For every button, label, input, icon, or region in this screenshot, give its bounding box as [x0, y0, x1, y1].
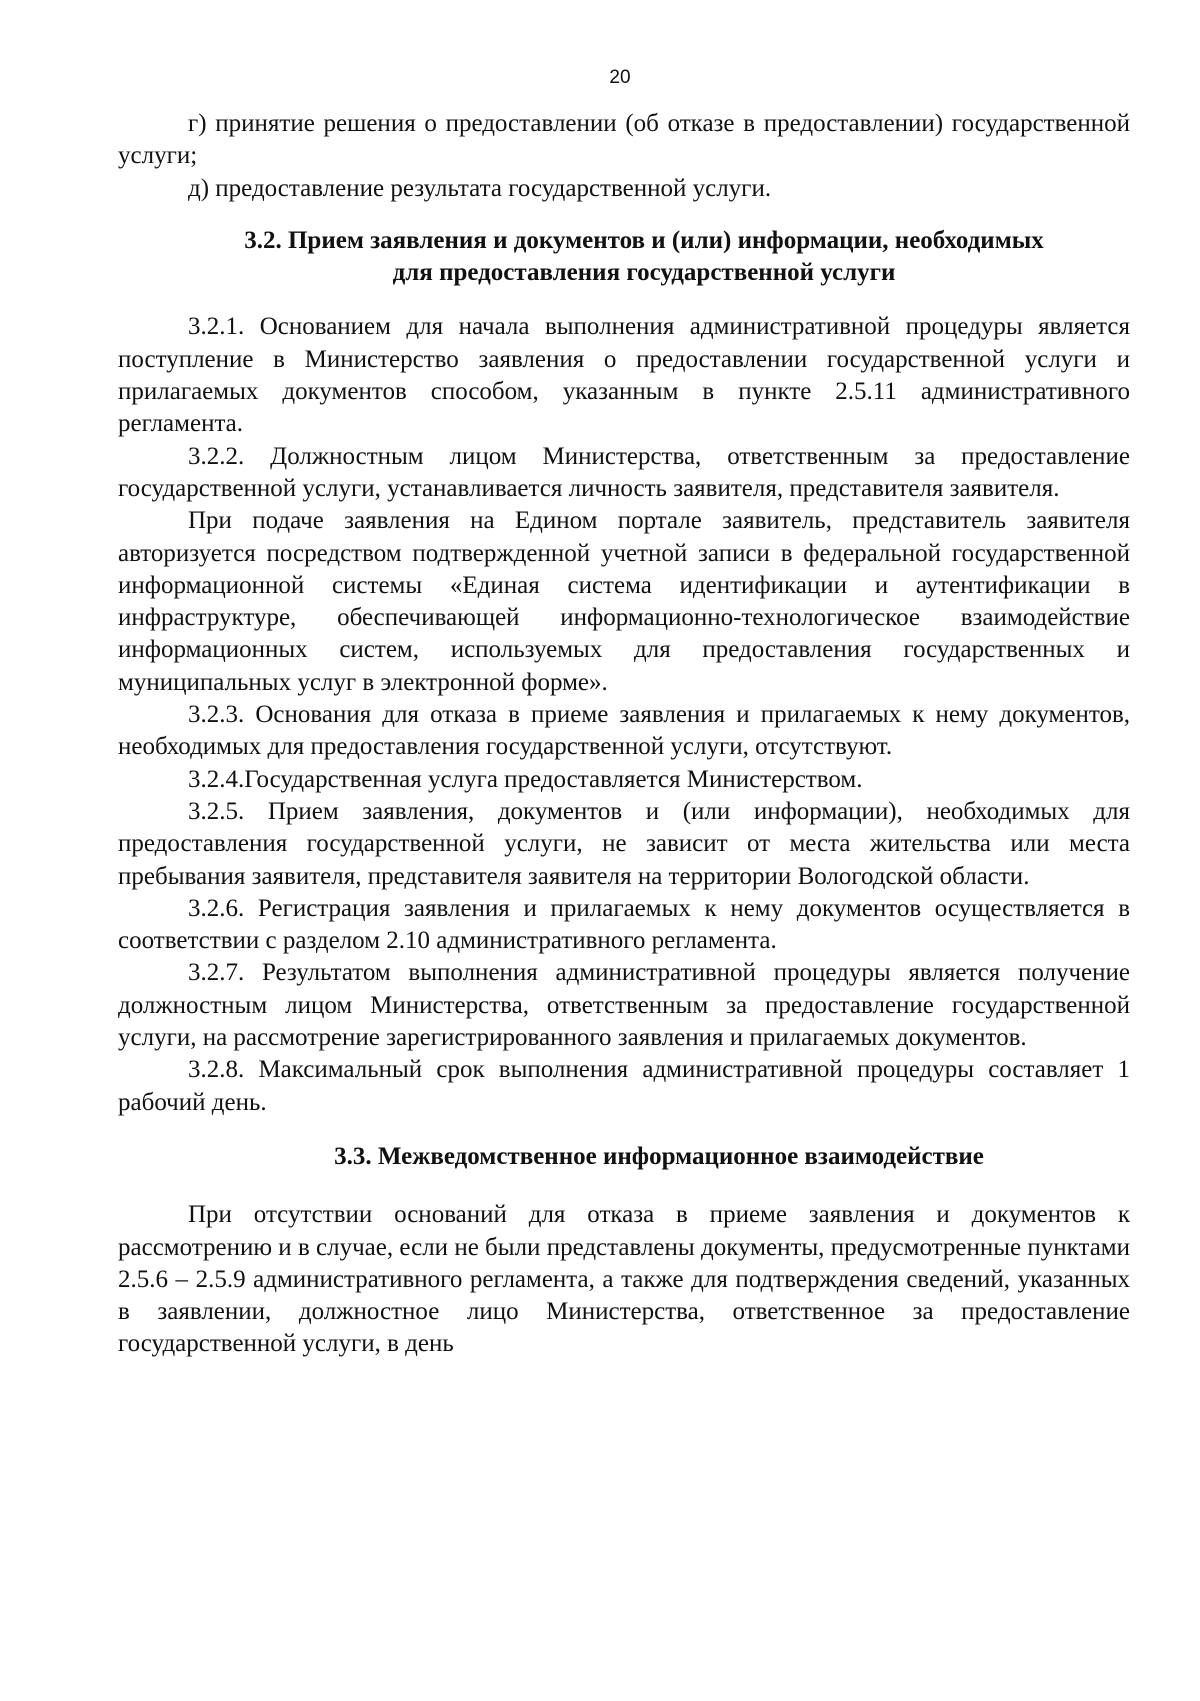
paragraph-3-2-1: 3.2.1. Основанием для начала выполнения административной процедуры является поступление в Министерство заявления о предоставлении государственной услуги и прилагаемых документов способом, указанным в пункте 2.5.11 административного регламента.: [118, 313, 1130, 438]
list-item-g: г) принятие решения о предоставлении (об отказе в предоставлении) государственной услуги;: [118, 110, 1130, 170]
paragraph-3-2-3: 3.2.3. Основания для отказа в приеме заявления и прилагаемых к нему документов, необходимых для предоставления государственной услуги, отсутствуют.: [118, 701, 1130, 761]
paragraph-portal: При подаче заявления на Едином портале заявитель, представитель заявителя авторизуется посредством подтвержденной учетной записи в федеральной государственной информационной системы «Единая система идентификации и аутентификации в инфраструктуре, обеспечивающей информационно-технологическое взаимодействие информационных систем, используемых для предоставления государственных и муниципальных услуг в электронной форме».: [118, 507, 1130, 696]
paragraph-3-2-4: 3.2.4.Государственная услуга предоставляется Министерством.: [188, 765, 863, 793]
section-3-3-heading: 3.3. Межведомственное информационное взаимодействие: [334, 1142, 984, 1170]
section-3-2-heading-line1: 3.2. Прием заявления и документов и (или) информации, необходимых: [244, 226, 1044, 254]
paragraph-3-2-8: 3.2.8. Максимальный срок выполнения административной процедуры составляет 1 рабочий день.: [118, 1056, 1130, 1116]
section-3-2-heading-line2: для предоставления государственной услуги: [392, 259, 896, 287]
paragraph-3-2-2: 3.2.2. Должностным лицом Министерства, ответственным за предоставление государственной услуги, устанавливается личность заявителя, представителя заявителя.: [118, 442, 1130, 502]
paragraph-3-3-1: При отсутствии оснований для отказа в приеме заявления и документов к рассмотрению и в случае, если не были представлены документы, предусмотренные пунктами 2.5.6 – 2.5.9 административного регламента, а также для подтверждения сведений, указанных в заявлении, должностное лицо Министерства, ответственное за предоставление государственной услуги, в день: [118, 1201, 1130, 1358]
section-3-2-heading: [118, 225, 1130, 290]
paragraph-3-2-5: 3.2.5. Прием заявления, документов и (или информации), необходимых для предоставления государственной услуги, не зависит от места жительства или места пребывания заявителя, представителя заявителя на территории Вологодской области.: [118, 797, 1130, 890]
page-number: 20: [609, 67, 631, 88]
list-item-d: д) предоставление результата государственной услуги.: [188, 174, 772, 202]
paragraph-3-2-6: 3.2.6. Регистрация заявления и прилагаемых к нему документов осуществляется в соответствии с разделом 2.10 административного регламента.: [118, 894, 1130, 955]
paragraph-3-2-7: 3.2.7. Результатом выполнения административной процедуры является получение должностным лицом Министерства, ответственным за предоставление государственной услуги, на рассмотрение зарегистрированного заявления и прилагаемых документов.: [118, 959, 1130, 1052]
document-body: [118, 108, 1130, 1361]
